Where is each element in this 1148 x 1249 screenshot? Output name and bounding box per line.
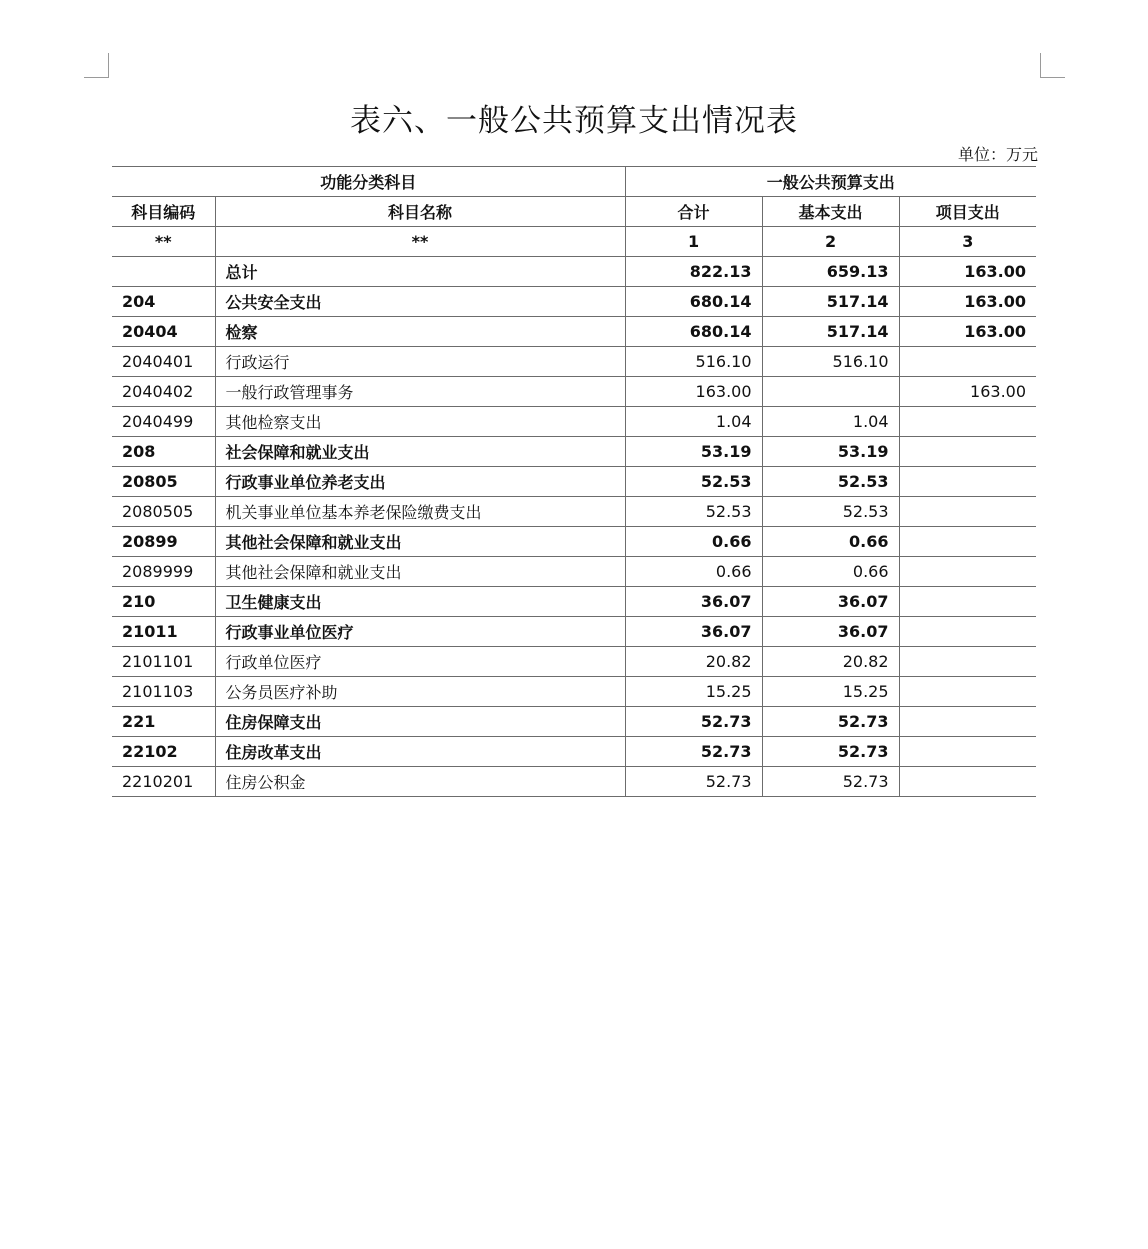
cell-basic-expenditure: 52.73 (762, 737, 899, 767)
cell-project-expenditure (899, 767, 1036, 797)
cell-total: 822.13 (625, 257, 762, 287)
header-function-classification: 功能分类科目 (112, 167, 625, 197)
cell-subject-code: 20805 (112, 467, 215, 497)
table-row (112, 527, 1036, 557)
cell-basic-expenditure: 52.53 (762, 497, 899, 527)
index-code: ** (112, 227, 215, 257)
cell-total: 52.53 (625, 467, 762, 497)
cell-total: 53.19 (625, 437, 762, 467)
table-row (112, 737, 1036, 767)
cell-subject-name: 其他社会保障和就业支出 (215, 557, 625, 587)
cell-subject-name: 住房改革支出 (215, 737, 625, 767)
table-row (112, 377, 1036, 407)
cell-basic-expenditure: 0.66 (762, 527, 899, 557)
table-row (112, 287, 1036, 317)
cell-subject-name: 卫生健康支出 (215, 587, 625, 617)
index-project: 3 (899, 227, 1036, 257)
cell-subject-code: 2040401 (112, 347, 215, 377)
cell-subject-name: 机关事业单位基本养老保险缴费支出 (215, 497, 625, 527)
cell-basic-expenditure: 52.53 (762, 467, 899, 497)
header-subject-name: 科目名称 (215, 197, 625, 227)
header-group-row (112, 167, 1036, 197)
cell-subject-code: 2101101 (112, 647, 215, 677)
cell-basic-expenditure: 517.14 (762, 317, 899, 347)
cell-project-expenditure: 163.00 (899, 257, 1036, 287)
cell-subject-code: 2101103 (112, 677, 215, 707)
cell-subject-name: 行政运行 (215, 347, 625, 377)
cell-subject-code: 20899 (112, 527, 215, 557)
unit-label: 单位：万元 (957, 145, 1038, 164)
cell-subject-name: 总计 (215, 257, 625, 287)
cell-subject-code: 2040402 (112, 377, 215, 407)
budget-table (112, 166, 1036, 797)
header-index-row (112, 227, 1036, 257)
cell-basic-expenditure: 53.19 (762, 437, 899, 467)
index-name: ** (215, 227, 625, 257)
cell-total: 52.73 (625, 707, 762, 737)
cell-project-expenditure (899, 707, 1036, 737)
cell-total: 36.07 (625, 587, 762, 617)
cell-total: 15.25 (625, 677, 762, 707)
cell-project-expenditure (899, 437, 1036, 467)
cell-subject-code (112, 257, 215, 287)
cell-subject-code: 210 (112, 587, 215, 617)
table-row (112, 677, 1036, 707)
cell-subject-code: 208 (112, 437, 215, 467)
cell-total: 52.73 (625, 767, 762, 797)
cell-basic-expenditure: 36.07 (762, 587, 899, 617)
cell-basic-expenditure: 52.73 (762, 767, 899, 797)
table-row (112, 587, 1036, 617)
cell-subject-code: 2040499 (112, 407, 215, 437)
index-total: 1 (625, 227, 762, 257)
cell-subject-code: 2089999 (112, 557, 215, 587)
cell-subject-name: 检察 (215, 317, 625, 347)
cell-basic-expenditure: 516.10 (762, 347, 899, 377)
cell-project-expenditure (899, 737, 1036, 767)
cell-basic-expenditure (762, 377, 899, 407)
header-subject-code: 科目编码 (112, 197, 215, 227)
cell-subject-name: 一般行政管理事务 (215, 377, 625, 407)
cell-total: 36.07 (625, 617, 762, 647)
cell-total: 1.04 (625, 407, 762, 437)
cell-basic-expenditure: 0.66 (762, 557, 899, 587)
cell-total: 680.14 (625, 287, 762, 317)
cell-project-expenditure (899, 467, 1036, 497)
cell-total: 20.82 (625, 647, 762, 677)
cell-total: 0.66 (625, 527, 762, 557)
cell-subject-code: 21011 (112, 617, 215, 647)
cell-project-expenditure (899, 527, 1036, 557)
table-row (112, 317, 1036, 347)
table-row (112, 437, 1036, 467)
cell-project-expenditure: 163.00 (899, 317, 1036, 347)
cell-subject-name: 住房公积金 (215, 767, 625, 797)
header-general-budget-expenditure: 一般公共预算支出 (625, 167, 1036, 197)
cell-project-expenditure (899, 497, 1036, 527)
cell-subject-name: 行政事业单位医疗 (215, 617, 625, 647)
cell-project-expenditure (899, 557, 1036, 587)
table-row (112, 497, 1036, 527)
index-basic: 2 (762, 227, 899, 257)
cell-basic-expenditure: 1.04 (762, 407, 899, 437)
cell-subject-name: 其他检察支出 (215, 407, 625, 437)
cell-subject-name: 行政事业单位养老支出 (215, 467, 625, 497)
cell-project-expenditure (899, 617, 1036, 647)
table-row (112, 557, 1036, 587)
table-row (112, 707, 1036, 737)
cell-subject-code: 22102 (112, 737, 215, 767)
header-basic-expenditure: 基本支出 (762, 197, 899, 227)
cell-project-expenditure (899, 587, 1036, 617)
cell-subject-code: 221 (112, 707, 215, 737)
cell-subject-name: 公共安全支出 (215, 287, 625, 317)
cell-subject-code: 20404 (112, 317, 215, 347)
cell-total: 516.10 (625, 347, 762, 377)
table-row (112, 257, 1036, 287)
table-row (112, 767, 1036, 797)
cell-total: 163.00 (625, 377, 762, 407)
table-row (112, 467, 1036, 497)
page-title: 表六、一般公共预算支出情况表 (350, 103, 798, 139)
cell-basic-expenditure: 15.25 (762, 677, 899, 707)
table-row (112, 347, 1036, 377)
header-column-row (112, 197, 1036, 227)
cell-project-expenditure (899, 647, 1036, 677)
cell-subject-name: 其他社会保障和就业支出 (215, 527, 625, 557)
table-row (112, 407, 1036, 437)
crop-mark-top-right (1040, 53, 1065, 78)
cell-total: 680.14 (625, 317, 762, 347)
cell-subject-code: 204 (112, 287, 215, 317)
cell-subject-code: 2210201 (112, 767, 215, 797)
header-total: 合计 (625, 197, 762, 227)
cell-subject-code: 2080505 (112, 497, 215, 527)
header-project-expenditure: 项目支出 (899, 197, 1036, 227)
cell-subject-name: 公务员医疗补助 (215, 677, 625, 707)
cell-project-expenditure: 163.00 (899, 377, 1036, 407)
cell-total: 52.53 (625, 497, 762, 527)
cell-subject-name: 行政单位医疗 (215, 647, 625, 677)
cell-total: 52.73 (625, 737, 762, 767)
crop-mark-top-left (84, 53, 109, 78)
cell-basic-expenditure: 517.14 (762, 287, 899, 317)
table-row (112, 647, 1036, 677)
cell-project-expenditure (899, 347, 1036, 377)
cell-basic-expenditure: 52.73 (762, 707, 899, 737)
cell-subject-name: 社会保障和就业支出 (215, 437, 625, 467)
cell-project-expenditure (899, 677, 1036, 707)
cell-basic-expenditure: 36.07 (762, 617, 899, 647)
cell-subject-name: 住房保障支出 (215, 707, 625, 737)
cell-basic-expenditure: 20.82 (762, 647, 899, 677)
cell-basic-expenditure: 659.13 (762, 257, 899, 287)
cell-project-expenditure (899, 407, 1036, 437)
cell-project-expenditure: 163.00 (899, 287, 1036, 317)
cell-total: 0.66 (625, 557, 762, 587)
table-row (112, 617, 1036, 647)
